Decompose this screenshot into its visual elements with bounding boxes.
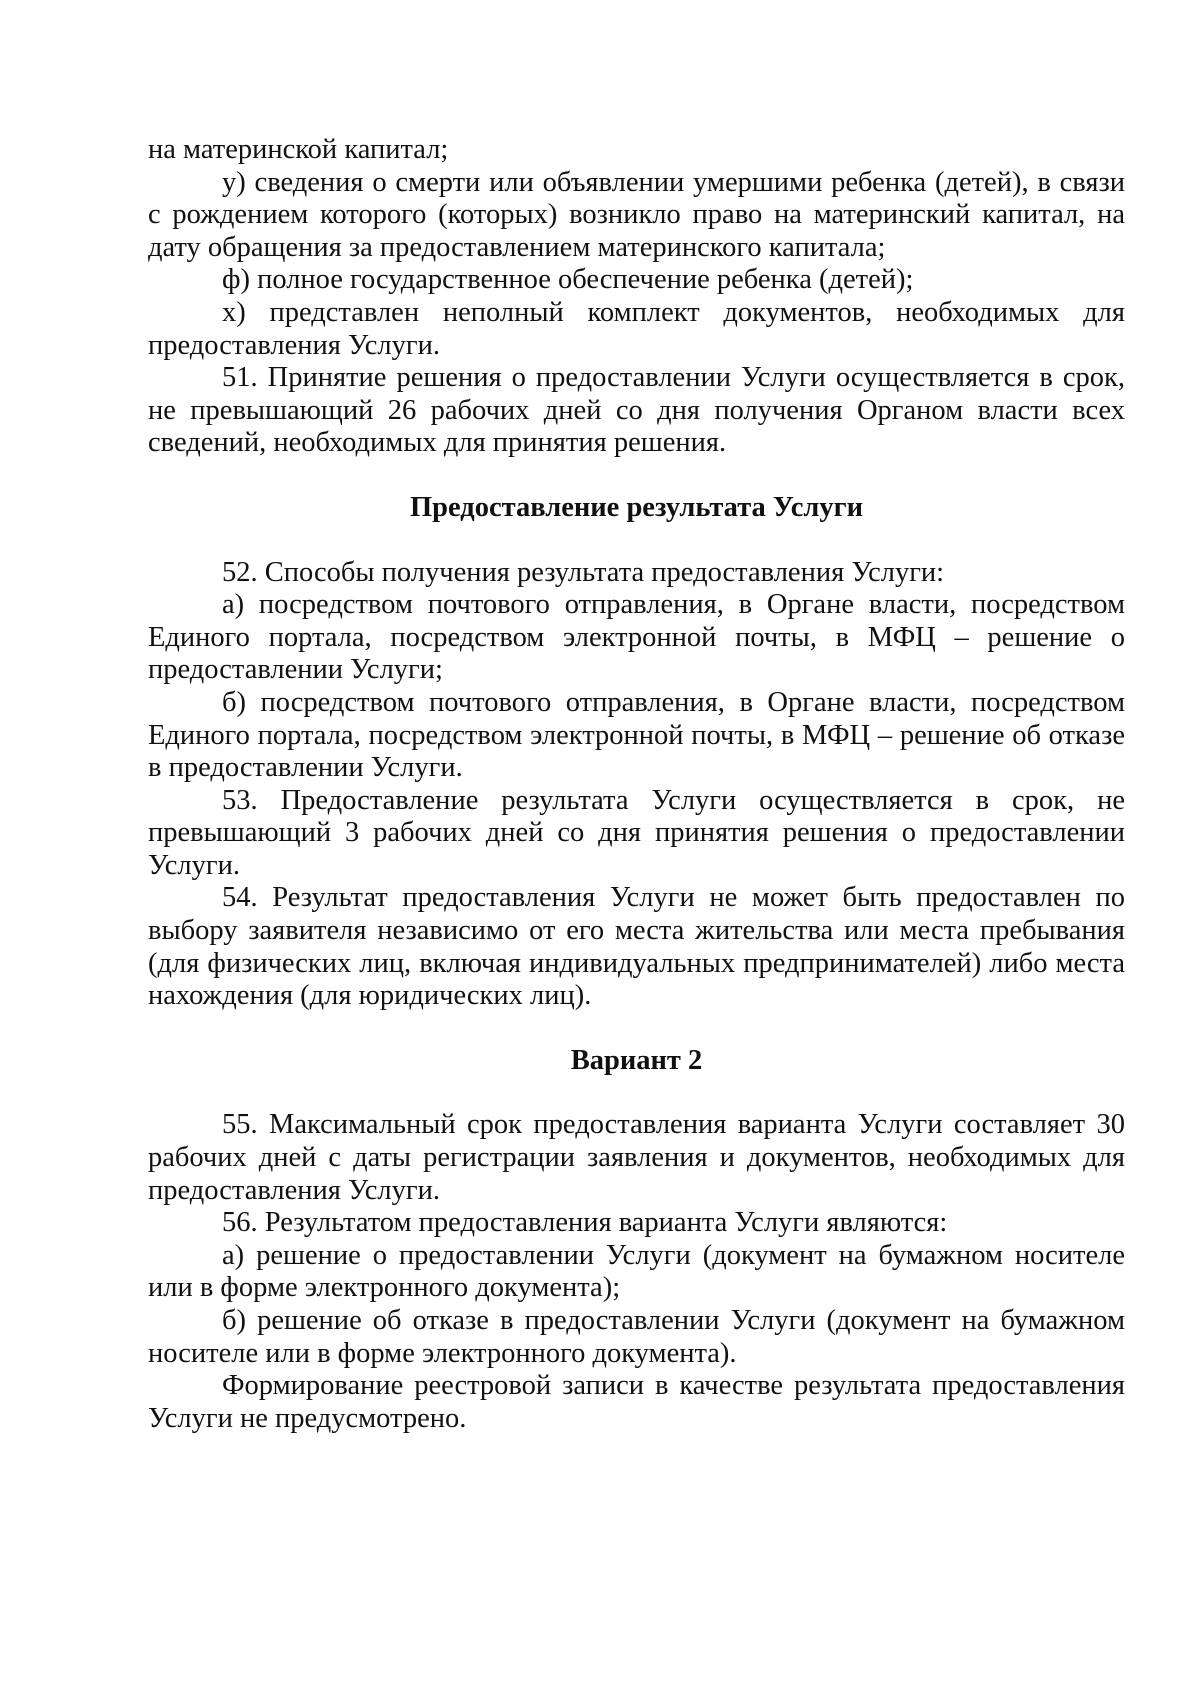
spacer bbox=[148, 460, 1125, 492]
paragraph-55: 55. Максимальный срок предоставления варианта Услуги составляет 30 рабочих дней с даты регистрации заявления и документов, необходимых для предоставления Услуги. bbox=[148, 1109, 1125, 1206]
paragraph-continuation: на материнской капитал; bbox=[148, 134, 449, 165]
spacer bbox=[148, 1013, 1125, 1045]
paragraph-item-h: х) представлен неполный комплект документов, необходимых для предоставления Услуги. bbox=[148, 296, 1125, 361]
spacer bbox=[148, 525, 1125, 557]
paragraph-item-f: ф) полное государственное обеспечение ребенка (детей); bbox=[222, 264, 914, 296]
paragraph-item-u: у) сведения о смерти или объявлении умершими ребенка (детей), в связи с рождением которого (которых) возникло право на материнский капитал, на дату обращения за предоставлением материнского капитала; bbox=[148, 166, 1125, 263]
paragraph-54: 54. Результат предоставления Услуги не может быть предоставлен по выбору заявителя независимо от его места жительства или места пребывания (для физических лиц, включая индивидуальных предпринимателей) либо места нахождения (для юридических лиц). bbox=[148, 882, 1125, 1012]
paragraph-56: 56. Результатом предоставления варианта Услуги являются: bbox=[222, 1207, 948, 1239]
paragraph-52-a: а) посредством почтового отправления, в Органе власти, посредством Единого портала, посредством электронной почты, в МФЦ – решение о предоставлении Услуги; bbox=[148, 589, 1125, 686]
section-heading-result: Предоставление результата Услуги bbox=[409, 491, 864, 523]
section-heading-variant-2: Вариант 2 bbox=[570, 1044, 703, 1076]
paragraph-53: 53. Предоставление результата Услуги осуществляется в срок, не превышающий 3 рабочих дней со дня принятия решения о предоставлении Услуги. bbox=[148, 784, 1125, 881]
spacer bbox=[148, 1077, 1125, 1109]
paragraph-52: 52. Способы получения результата предоставления Услуги: bbox=[222, 556, 945, 588]
document-page bbox=[148, 134, 1125, 1435]
paragraph-51: 51. Принятие решения о предоставлении Услуги осуществляется в срок, не превышающий 26 рабочих дней со дня получения Органом власти всех сведений, необходимых для принятия решения. bbox=[148, 362, 1125, 459]
paragraph-56-a: а) решение о предоставлении Услуги (документ на бумажном носителе или в форме электронного документа); bbox=[148, 1239, 1125, 1304]
paragraph-52-b: б) посредством почтового отправления, в Органе власти, посредством Единого портала, посредством электронной почты, в МФЦ – решение об отказе в предоставлении Услуги. bbox=[148, 686, 1125, 784]
paragraph-56-b: б) решение об отказе в предоставлении Услуги (документ на бумажном носителе или в форме электронного документа). bbox=[148, 1305, 1125, 1369]
paragraph-registry-note: Формирование реестровой записи в качестве результата предоставления Услуги не предусмотрено. bbox=[148, 1370, 1125, 1434]
